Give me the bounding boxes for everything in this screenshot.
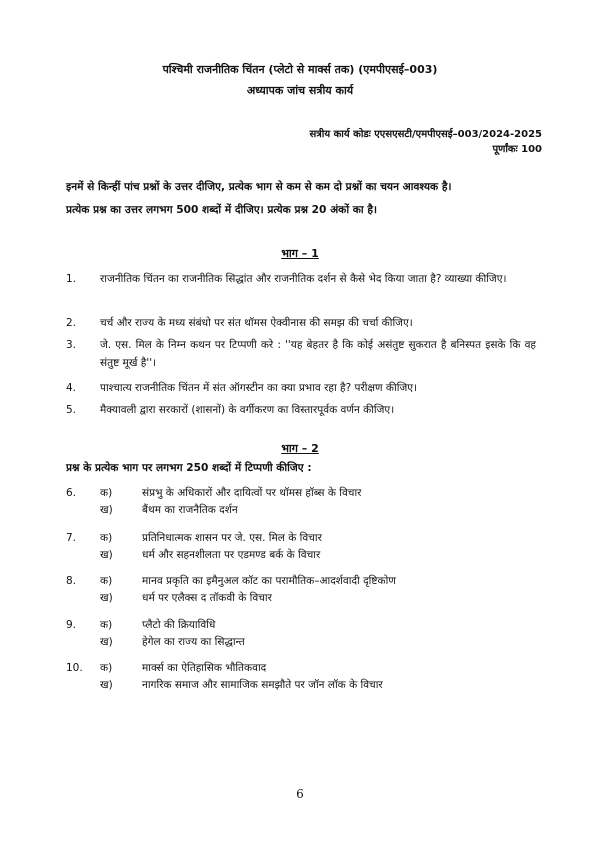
question-text: मैक्यावली द्वारा सरकारों (शासनों) के वर्गीकरण का विस्तारपूर्वक वर्णन कीजिए। [100, 404, 395, 416]
question-text: चर्च और राज्य के मध्य संबंधो पर संत थॉमस ऐक्वीनास की समझ की चर्चा कीजिए। [100, 317, 413, 329]
sub-label: ख) [100, 636, 113, 648]
part-2-heading: भाग – 2 [281, 442, 319, 455]
question-5 [66, 401, 536, 419]
page-number: 6 [296, 787, 304, 801]
question-number: 5. [66, 404, 77, 416]
sub-question-text: मार्क्स का ऐतिहासिक भौतिकवाद [142, 662, 267, 674]
question-number: 3. [66, 339, 77, 351]
assignment-subtitle: अध्यापक जांच सत्रीय कार्य [246, 84, 354, 97]
sub-label: ख) [100, 679, 113, 691]
sub-question-text: संप्रभु के अधिकारों और दायित्वों पर थॉमस हॉब्स के विचार [142, 487, 362, 499]
question-2 [66, 314, 536, 332]
sub-label: ख) [100, 549, 113, 561]
sub-label: क) [100, 662, 113, 674]
question-3 [66, 336, 536, 372]
part-2-instruction: प्रश्न के प्रत्येक भाग पर लगभग 250 शब्दों में टिप्पणी कीजिए : [66, 462, 312, 474]
sub-question-text: प्रतिनिधात्मक शासन पर जे. एस. मिल के विचार [142, 532, 322, 544]
question-1 [66, 270, 536, 288]
question-number: 1. [66, 273, 77, 285]
question-4 [66, 379, 536, 397]
question-text: पाश्चात्य राजनीतिक चिंतन में संत ऑगस्टीन का क्या प्रभाव रहा है? परीक्षण कीजिए। [100, 382, 418, 394]
max-marks: पूर्णांकः 100 [492, 144, 542, 155]
assignment-code: सत्रीय कार्य कोडः एएसएसटी/एमपीएसई–003/2024-2025 [309, 129, 542, 140]
sub-label: क) [100, 532, 113, 544]
sub-label: क) [100, 575, 113, 587]
question-text: राजनीतिक चिंतन का राजनीतिक सिद्धांत और राजनीतिक दर्शन से कैसे भेद किया जाता है? व्याख्या कीजिए। [100, 273, 507, 285]
instruction-line-1: इनमें से किन्हीं पांच प्रश्नों के उत्तर दीजिए, प्रत्येक भाग से कम से कम दो प्रश्नों का चयन आवश्यक है। [66, 181, 452, 193]
sub-question-text: धर्म और सहनशीलता पर एडमण्ड बर्क के विचार [142, 549, 321, 561]
sub-label: क) [100, 619, 113, 631]
question-number: 10. [66, 662, 83, 674]
question-number: 9. [66, 619, 77, 631]
sub-label: ख) [100, 592, 113, 604]
question-number: 2. [66, 317, 77, 329]
question-number: 7. [66, 532, 77, 544]
instruction-line-2: प्रत्येक प्रश्न का उत्तर लगभग 500 शब्दों में दीजिए। प्रत्येक प्रश्न 20 अंकों का है। [66, 204, 377, 216]
sub-question-text: हेगेल का राज्य का सिद्धान्त [142, 636, 245, 648]
sub-label: ख) [100, 504, 113, 516]
course-title: पश्चिमी राजनीतिक चिंतन (प्लेटो से मार्क्स तक) (एमपीएसई–003) [162, 63, 438, 76]
question-text: जे. एस. मिल के निम्न कथन पर टिप्पणी करे : ''यह बेहतर है कि कोई असंतुष्ट सुकरात है बनिस्पत इसके कि वह संतुष्ट मूर्ख है''। [100, 339, 536, 369]
question-number: 4. [66, 382, 77, 394]
sub-question-text: धर्म पर एलैक्स द तॉकवी के विचार [142, 592, 272, 604]
question-number: 6. [66, 487, 77, 499]
question-number: 8. [66, 575, 77, 587]
sub-question-text: बैंथम का राजनैतिक दर्शन [142, 504, 238, 516]
part-1-heading: भाग – 1 [281, 247, 319, 260]
sub-question-text: मानव प्रकृति का इमैनुअल कॉट का परामौतिक–आदर्शवादी दृष्टिकोण [142, 575, 396, 587]
sub-question-text: नागरिक समाज और सामाजिक समझौते पर जॉन लॉक के विचार [142, 679, 383, 691]
sub-question-text: प्लैटो की क्रियाविधि [142, 619, 216, 631]
sub-label: क) [100, 487, 113, 499]
